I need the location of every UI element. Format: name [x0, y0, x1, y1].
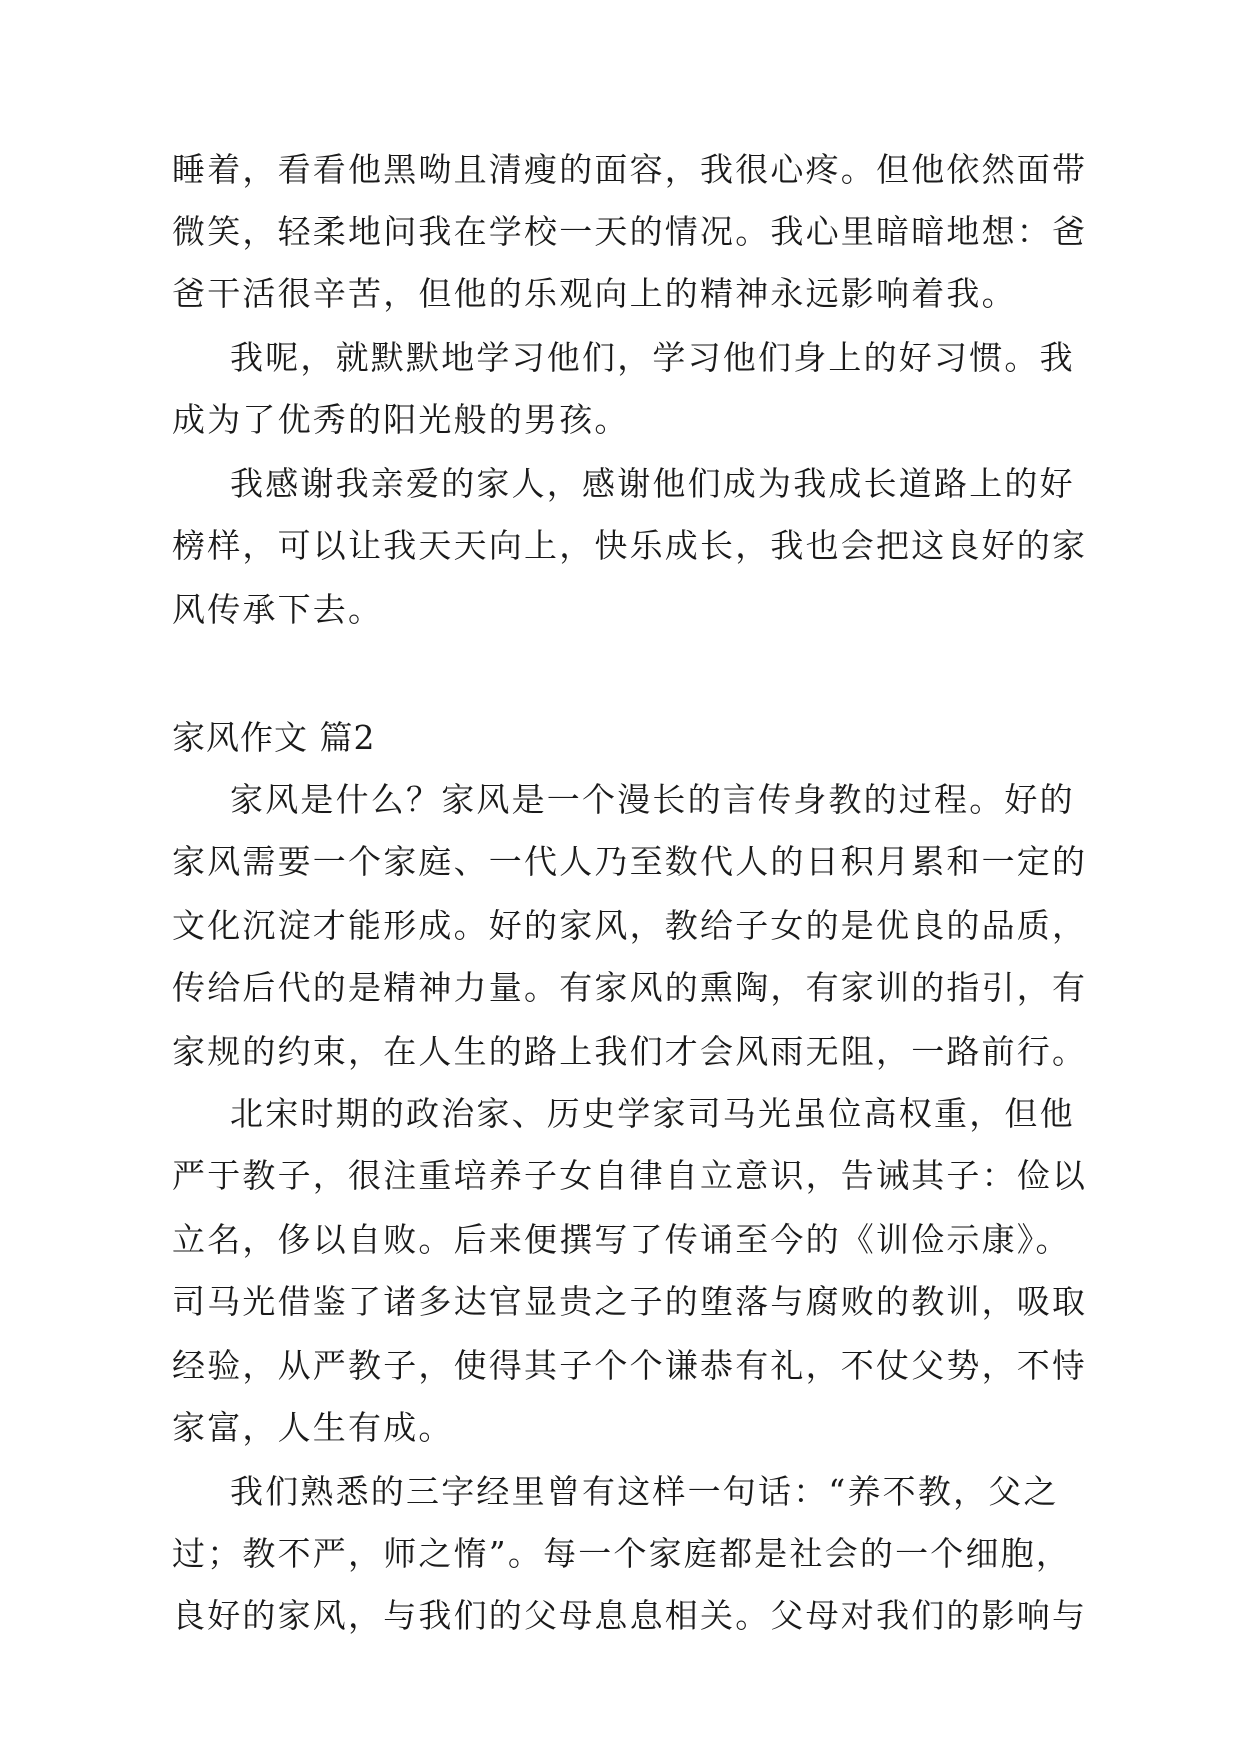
- text-line: 风传承下去。: [172, 590, 384, 629]
- text-line: 微笑，轻柔地问我在学校一天的情况。我心里暗暗地想：爸: [172, 212, 1088, 251]
- text-line: 爸干活很辛苦，但他的乐观向上的精神永远影响着我。: [172, 274, 1017, 313]
- paragraph-first-line: 北宋时期的政治家、历史学家司马光虽位高权重，但他: [230, 1094, 1075, 1133]
- text-line: 家富，人生有成。: [172, 1408, 454, 1447]
- text-line: 文化沉淀才能形成。好的家风，教给子女的是优良的品质，: [172, 906, 1088, 945]
- paragraph-first-line: 我感谢我亲爱的家人，感谢他们成为我成长道路上的好: [230, 464, 1075, 503]
- text-line: 成为了优秀的阳光般的男孩。: [172, 400, 630, 439]
- paragraph-first-line: 我呢，就默默地学习他们，学习他们身上的好习惯。我: [230, 338, 1075, 377]
- paragraph-first-line: 我们熟悉的三字经里曾有这样一句话：“养不教，父之: [230, 1472, 1059, 1511]
- section-heading: 家风作文 篇2: [172, 718, 376, 757]
- paragraph-first-line: 家风是什么？家风是一个漫长的言传身教的过程。好的: [230, 780, 1075, 819]
- text-line: 司马光借鉴了诸多达官显贵之子的堕落与腐败的教训，吸取: [172, 1282, 1088, 1321]
- text-line: 严于教子，很注重培养子女自律自立意识，告诫其子：俭以: [172, 1156, 1088, 1195]
- text-line: 过；教不严，师之惰”。每一个家庭都是社会的一个细胞，: [172, 1534, 1072, 1573]
- text-line: 家规的约束，在人生的路上我们才会风雨无阻，一路前行。: [172, 1032, 1088, 1071]
- text-line: 家风需要一个家庭、一代人乃至数代人的日积月累和一定的: [172, 842, 1088, 881]
- text-line: 榜样，可以让我天天向上，快乐成长，我也会把这良好的家: [172, 526, 1088, 565]
- text-line: 传给后代的是精神力量。有家风的熏陶，有家训的指引，有: [172, 968, 1088, 1007]
- text-line: 良好的家风，与我们的父母息息相关。父母对我们的影响与: [172, 1596, 1088, 1635]
- text-line: 睡着，看看他黑呦且清瘦的面容，我很心疼。但他依然面带: [172, 150, 1088, 189]
- text-line: 立名，侈以自败。后来便撰写了传诵至今的《训俭示康》。: [172, 1220, 1071, 1259]
- text-line: 经验，从严教子，使得其子个个谦恭有礼，不仗父势，不恃: [172, 1346, 1088, 1385]
